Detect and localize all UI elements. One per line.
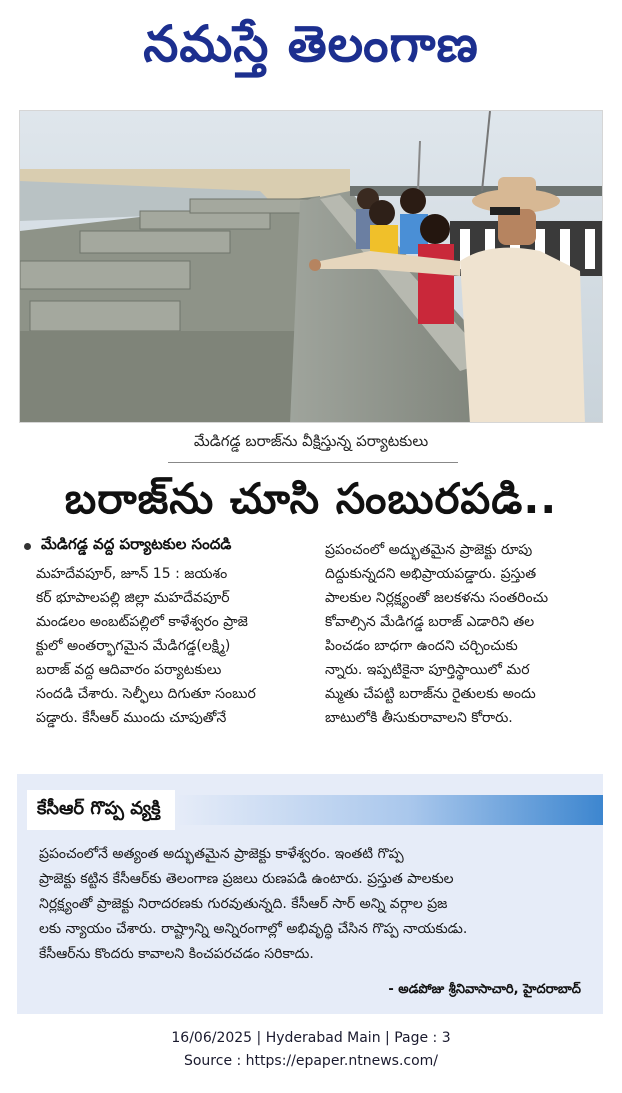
footer-source-link[interactable]: Source : https://epaper.ntnews.com/: [183, 1053, 439, 1069]
letter-line: లకు న్యాయం చేశారు. రాష్ట్రాన్ని అన్నిరంగాల్లో అభివృద్ధి చేసిన గొప్ప నాయకుడు.: [39, 921, 468, 937]
article-line: న్నారు. ఇప్పటికైనా పూర్తిస్థాయిలో మర: [325, 662, 530, 678]
reader-letter-box: [17, 774, 603, 1014]
article-subhead: [24, 535, 231, 557]
article-line: పించడం బాధగా ఉందని చర్చించుకు: [325, 638, 518, 654]
article-line: కర్ భూపాలపల్లి జిల్లా మహదేవపూర్: [36, 590, 230, 606]
letter-signature: - అడపోజు శ్రీనివాసాచారి, హైదరాబాద్: [388, 982, 581, 997]
subhead-text: మేడిగడ్డ వద్ద పర్యాటకుల సందడి: [41, 535, 232, 553]
article-line: మండలం అంబట్‌పల్లిలో కాళేశ్వరం ప్రాజె: [36, 614, 248, 630]
article-line: కోవాల్సిన మేడిగడ్డ బరాజ్ ఎడారిని తల: [325, 614, 535, 630]
article-line: ప్రపంచంలో అద్భుతమైన ప్రాజెక్టు రూపు: [325, 542, 533, 558]
letter-line: ప్రపంచంలోనే అత్యంత అద్భుతమైన ప్రాజెక్టు కాళేశ్వరం. ఇంతటి గొప్ప: [39, 846, 404, 862]
letter-body: [39, 842, 591, 967]
news-photo: [19, 110, 603, 423]
letter-header-bar: [175, 795, 604, 825]
article-line: పాలకుల నిర్లక్ష్యంతో జలకళను సంతరించు: [325, 590, 549, 606]
letter-header: [17, 788, 603, 832]
article-line: మహదేవపూర్, జూన్ 15 : జయశం: [36, 566, 228, 582]
photo-caption: మేడిగడ్డ బరాజ్‌ను వీక్షిస్తున్న పర్యాటకులు: [193, 432, 429, 450]
masthead: [0, 0, 622, 100]
masthead-title: నమస్తే తెలంగాణ: [143, 14, 479, 73]
letter-line: నిర్లక్ష్యంతో ప్రాజెక్టు నిరాదరణకు గురవుతున్నది. కేసీఆర్ సార్ అన్ని వర్గాల ప్రజ: [39, 896, 448, 912]
article-line: బాటులోకి తీసుకురావాలని కోరారు.: [325, 710, 513, 726]
letter-line: ప్రాజెక్టు కట్టిన కేసీఆర్‌కు తెలంగాణ ప్రజలు రుణపడి ఉంటారు. ప్రస్తుత పాలకుల: [39, 871, 454, 887]
letter-line: కేసీఆర్‌ను కొందరు కావాలని కించపరచడం సరికాదు.: [39, 946, 314, 962]
barrage-tourists-illustration: [20, 111, 603, 423]
article-column-right: [325, 538, 605, 730]
caption-divider: [168, 462, 458, 463]
article-column-left: [36, 562, 314, 730]
article-line: పడ్డారు. కేసీఆర్ ముందు చూపుతోనే: [36, 710, 227, 726]
article-line: సందడి చేశారు. సెల్ఫీలు దిగుతూ సంబుర: [36, 686, 256, 702]
letter-title: కేసీఆర్ గొప్ప వ్యక్తి: [27, 790, 175, 830]
article-line: మ్మతు చేపట్టి బరాజ్‌ను రైతులకు అందు: [325, 686, 536, 702]
bullet-icon: [24, 543, 31, 550]
article-line: దిద్దుకున్నదని అభిప్రాయపడ్డారు. ప్రస్తుత: [325, 566, 537, 582]
article-line: క్టులో అంతర్భాగమైన మేడిగడ్డ(లక్ష్మి): [36, 638, 231, 654]
article-line: బరాజ్ వద్ద ఆదివారం పర్యాటకులు: [36, 662, 222, 678]
article-headline: బరాజ్‌ను చూసి సంబురపడి..: [64, 474, 558, 523]
footer-date-edition: 16/06/2025 | Hyderabad Main | Page : 3: [171, 1030, 451, 1046]
